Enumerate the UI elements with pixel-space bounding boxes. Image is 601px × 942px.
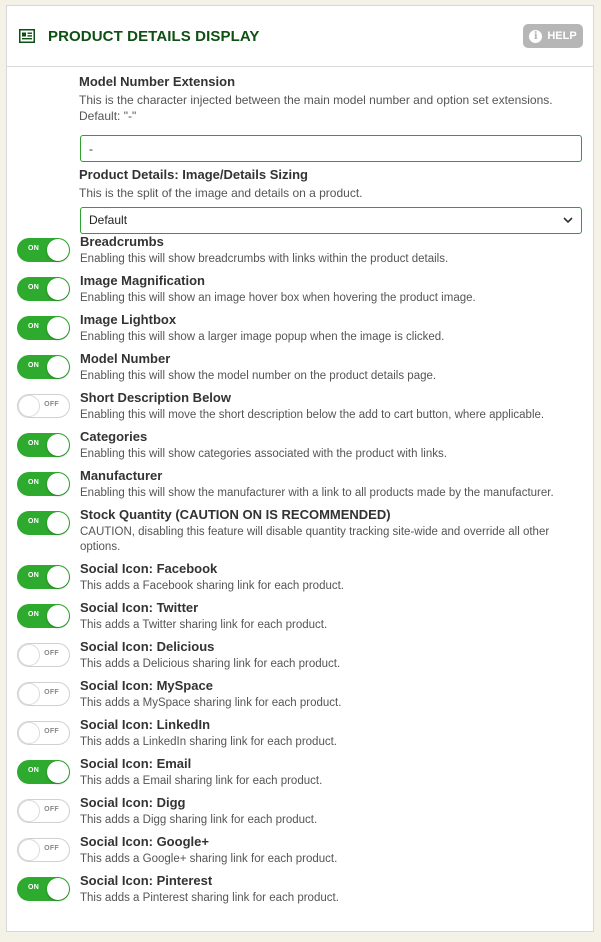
toggle-switch-image-magnification[interactable] xyxy=(17,277,70,301)
toggle-switch-breadcrumbs[interactable] xyxy=(17,238,70,262)
toggle-knob xyxy=(47,566,69,588)
toggle-knob xyxy=(47,317,69,339)
setting-row-stock-quantity xyxy=(7,507,595,553)
toggle-state-text: OFF xyxy=(44,806,59,813)
setting-label: Image Lightbox xyxy=(80,312,177,327)
setting-label: Manufacturer xyxy=(80,468,163,483)
toggle-switch-categories[interactable] xyxy=(17,433,70,457)
setting-desc: Enabling this will show breadcrumbs with links within the product details. xyxy=(80,253,449,265)
toggle-switch-social-icon-digg[interactable] xyxy=(17,799,70,823)
toggle-state-text: ON xyxy=(28,284,40,291)
setting-label: Social Icon: Delicious xyxy=(80,639,215,654)
setting-row-social-icon-twitter xyxy=(7,600,595,640)
image-sizing-select[interactable] xyxy=(80,207,582,234)
setting-label: Social Icon: Twitter xyxy=(80,600,199,615)
id-card-icon xyxy=(19,29,35,43)
setting-desc: This adds a Email sharing link for each product. xyxy=(80,775,323,787)
toggle-switch-social-icon-facebook[interactable] xyxy=(17,565,70,589)
toggle-knob xyxy=(47,605,69,627)
setting-desc: This adds a Facebook sharing link for each product. xyxy=(80,580,345,592)
toggle-state-text: OFF xyxy=(44,728,59,735)
setting-desc: This adds a Pinterest sharing link for each product. xyxy=(80,892,339,904)
panel-header xyxy=(7,6,593,67)
toggle-knob xyxy=(47,761,69,783)
toggle-knob xyxy=(18,839,40,861)
toggle-state-text: ON xyxy=(28,611,40,618)
chevron-down-icon xyxy=(563,216,573,224)
setting-label: Breadcrumbs xyxy=(80,234,164,249)
setting-row-image-lightbox xyxy=(7,312,595,352)
toggle-state-text: OFF xyxy=(44,845,59,852)
setting-desc: This adds a Delicious sharing link for each product. xyxy=(80,658,341,670)
setting-desc: This adds a Twitter sharing link for each product. xyxy=(80,619,328,631)
toggle-knob xyxy=(18,395,40,417)
toggle-switch-social-icon-google[interactable] xyxy=(17,838,70,862)
setting-desc: Enabling this will show categories associated with the product with links. xyxy=(80,448,447,460)
help-button-label: HELP xyxy=(547,30,577,42)
setting-label: Image Magnification xyxy=(80,273,205,288)
model-extension-label: Model Number Extension xyxy=(79,74,236,89)
setting-desc: This adds a MySpace sharing link for each product. xyxy=(80,697,342,709)
toggle-state-text: ON xyxy=(28,479,40,486)
setting-label: Model Number xyxy=(80,351,171,366)
toggle-state-text: ON xyxy=(28,518,40,525)
toggle-state-text: ON xyxy=(28,767,40,774)
setting-row-manufacturer xyxy=(7,468,595,508)
toggle-knob xyxy=(47,878,69,900)
toggle-state-text: OFF xyxy=(44,650,59,657)
toggle-knob xyxy=(47,473,69,495)
setting-row-social-icon-digg xyxy=(7,795,595,835)
toggle-state-text: ON xyxy=(28,884,40,891)
toggle-switch-social-icon-delicious[interactable] xyxy=(17,643,70,667)
model-extension-desc: This is the character injected between the main model number and option set extensions. Default: "-" xyxy=(79,93,553,123)
toggle-state-text: ON xyxy=(28,245,40,252)
setting-row-social-icon-linkedin xyxy=(7,717,595,757)
toggle-switch-short-description-below[interactable] xyxy=(17,394,70,418)
setting-row-social-icon-pinterest xyxy=(7,873,595,913)
toggle-knob xyxy=(18,644,40,666)
toggle-knob xyxy=(18,800,40,822)
setting-desc: Enabling this will show the model number on the product details page. xyxy=(80,370,437,382)
toggle-state-text: OFF xyxy=(44,689,59,696)
setting-row-categories xyxy=(7,429,595,469)
setting-label: Stock Quantity (CAUTION ON IS RECOMMENDED) xyxy=(80,507,391,522)
setting-desc: This adds a LinkedIn sharing link for each product. xyxy=(80,736,337,748)
image-sizing-desc: This is the split of the image and details on a product. xyxy=(79,186,363,200)
setting-row-short-description-below xyxy=(7,390,595,430)
setting-label: Social Icon: Digg xyxy=(80,795,186,810)
setting-row-social-icon-email xyxy=(7,756,595,796)
toggle-knob xyxy=(47,278,69,300)
setting-desc: Enabling this will show a larger image popup when the image is clicked. xyxy=(80,331,445,343)
toggle-switch-social-icon-myspace[interactable] xyxy=(17,682,70,706)
setting-row-breadcrumbs xyxy=(7,234,595,274)
toggle-knob xyxy=(47,356,69,378)
toggle-knob xyxy=(18,722,40,744)
settings-panel xyxy=(6,5,594,932)
toggle-state-text: ON xyxy=(28,362,40,369)
setting-desc: CAUTION, disabling this feature will disable quantity tracking site-wide and override all other options. xyxy=(80,526,550,553)
toggle-switch-image-lightbox[interactable] xyxy=(17,316,70,340)
page-title: PRODUCT DETAILS DISPLAY xyxy=(48,28,260,45)
setting-label: Social Icon: LinkedIn xyxy=(80,717,211,732)
setting-label: Social Icon: Email xyxy=(80,756,192,771)
toggle-knob xyxy=(47,512,69,534)
setting-desc: Enabling this will show an image hover box when hovering the product image. xyxy=(80,292,476,304)
toggle-switch-stock-quantity[interactable] xyxy=(17,511,70,535)
setting-desc: This adds a Digg sharing link for each product. xyxy=(80,814,318,826)
model-extension-input[interactable] xyxy=(80,135,582,162)
image-sizing-selected: Default xyxy=(89,213,128,227)
help-button[interactable] xyxy=(523,24,583,48)
toggle-switch-social-icon-twitter[interactable] xyxy=(17,604,70,628)
setting-row-social-icon-delicious xyxy=(7,639,595,679)
toggle-state-text: OFF xyxy=(44,401,59,408)
setting-row-image-magnification xyxy=(7,273,595,313)
image-sizing-label: Product Details: Image/Details Sizing xyxy=(79,167,308,182)
toggle-state-text: ON xyxy=(28,572,40,579)
toggle-state-text: ON xyxy=(28,323,40,330)
setting-desc: Enabling this will move the short description below the add to cart button, where applicable. xyxy=(80,409,545,421)
toggle-knob xyxy=(18,683,40,705)
toggle-knob xyxy=(47,434,69,456)
info-icon: i xyxy=(529,30,542,43)
setting-desc: Enabling this will show the manufacturer with a link to all products made by the manufacturer. xyxy=(80,487,554,499)
setting-row-model-number xyxy=(7,351,595,391)
setting-label: Social Icon: Google+ xyxy=(80,834,209,849)
setting-label: Categories xyxy=(80,429,148,444)
toggle-switch-social-icon-linkedin[interactable] xyxy=(17,721,70,745)
toggle-state-text: ON xyxy=(28,440,40,447)
setting-desc: This adds a Google+ sharing link for each product. xyxy=(80,853,338,865)
setting-label: Short Description Below xyxy=(80,390,231,405)
setting-label: Social Icon: MySpace xyxy=(80,678,213,693)
setting-label: Social Icon: Pinterest xyxy=(80,873,213,888)
toggle-switch-social-icon-email[interactable] xyxy=(17,760,70,784)
toggle-switch-social-icon-pinterest[interactable] xyxy=(17,877,70,901)
toggle-switch-model-number[interactable] xyxy=(17,355,70,379)
toggle-switch-manufacturer[interactable] xyxy=(17,472,70,496)
setting-row-social-icon-google xyxy=(7,834,595,874)
setting-row-social-icon-myspace xyxy=(7,678,595,718)
setting-label: Social Icon: Facebook xyxy=(80,561,218,576)
setting-row-social-icon-facebook xyxy=(7,561,595,601)
toggle-knob xyxy=(47,239,69,261)
